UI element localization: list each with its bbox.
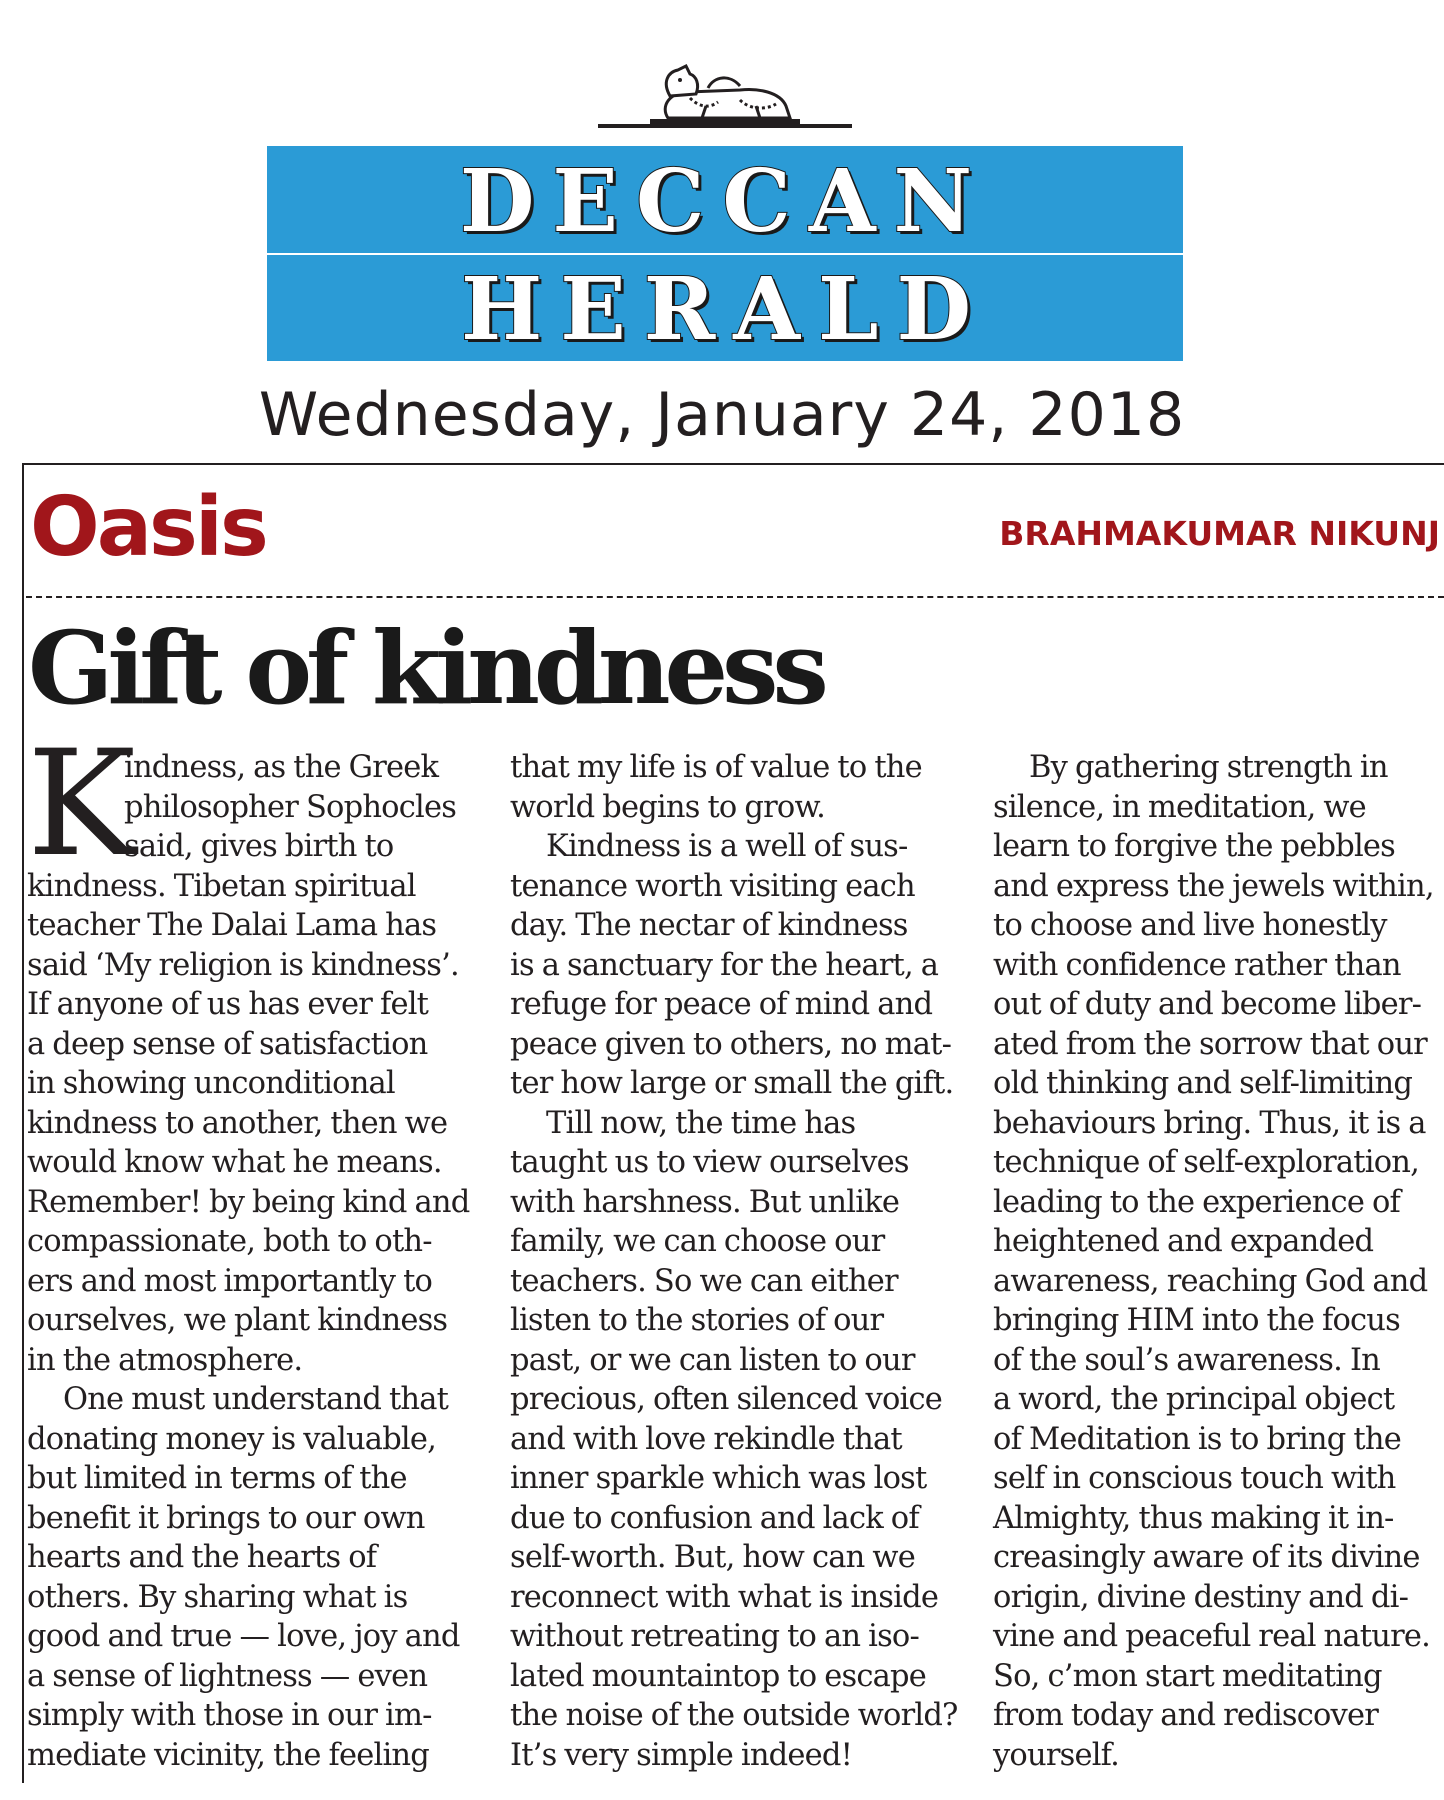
- text-line: self in conscious touch with: [993, 1461, 1396, 1496]
- text-line: self-worth. But, how can we: [510, 1540, 915, 1575]
- text-line: ourselves, we plant kindness: [27, 1303, 448, 1338]
- text-line: the noise of the outside world?: [510, 1698, 958, 1733]
- text-line: due to confusion and lack of: [510, 1500, 919, 1536]
- text-line: mediate vicinity, the feeling: [27, 1737, 429, 1773]
- text-line: teacher The Dalai Lama has: [27, 908, 437, 943]
- nandi-bull-emblem-icon: [590, 62, 860, 132]
- text-line: lated mountaintop to escape: [510, 1658, 926, 1694]
- text-line: of the soul’s awareness. In: [993, 1342, 1381, 1378]
- text-line: in the atmosphere.: [27, 1342, 303, 1378]
- top-rule: [22, 463, 1444, 465]
- text-line: yourself.: [993, 1737, 1119, 1773]
- column-name: Oasis: [30, 480, 266, 575]
- text-line: said, gives birth to: [124, 829, 394, 864]
- text-line: said ‘My religion is kindness’.: [27, 947, 459, 983]
- text-line: taught us to view ourselves: [510, 1145, 909, 1180]
- text-line: refuge for peace of mind and: [510, 987, 933, 1022]
- text-line: reconnect with what is inside: [510, 1579, 939, 1615]
- text-line: ated from the sorrow that our: [993, 1026, 1427, 1062]
- text-line: Kindness is a well of sus-: [546, 829, 908, 864]
- text-line: origin, divine destiny and di-: [993, 1579, 1409, 1615]
- text-line: and express the jewels within,: [993, 868, 1434, 904]
- text-line: kindness. Tibetan spiritual: [27, 868, 416, 904]
- text-line: from today and rediscover: [993, 1698, 1379, 1733]
- text-line: compassionate, both to oth-: [27, 1224, 432, 1259]
- text-line: kindness to another, then we: [27, 1105, 448, 1141]
- text-line: benefit it brings to our own: [27, 1500, 425, 1536]
- article-column-2: [510, 748, 980, 1775]
- text-line: hearts and the hearts of: [27, 1540, 377, 1575]
- text-line: One must understand that: [63, 1382, 449, 1417]
- article-column-3: [993, 748, 1443, 1775]
- text-line: It’s very simple indeed!: [510, 1737, 853, 1773]
- text-line: behaviours bring. Thus, it is a: [993, 1105, 1426, 1141]
- text-line: tenance worth visiting each: [510, 868, 915, 904]
- text-line: family, we can choose our: [510, 1224, 885, 1259]
- text-line: By gathering strength in: [1029, 750, 1388, 785]
- text-line: philosopher Sophocles: [124, 789, 457, 825]
- text-line: ers and most importantly to: [27, 1263, 433, 1299]
- article-headline: Gift of kindness: [28, 609, 823, 727]
- text-line: creasingly aware of its divine: [993, 1540, 1420, 1575]
- article-column-1: [27, 719, 497, 1775]
- text-line: old thinking and self-limiting: [993, 1066, 1413, 1101]
- text-line: and with love rekindle that: [510, 1421, 902, 1457]
- text-line: of Meditation is to bring the: [993, 1421, 1401, 1457]
- text-line: past, or we can listen to our: [510, 1342, 915, 1378]
- text-line: Almighty, thus making it in-: [993, 1500, 1394, 1536]
- masthead-brand-line-1: DECCAN: [459, 151, 991, 252]
- author-byline: BRAHMAKUMAR NIKUNJ: [999, 514, 1440, 553]
- text-line: vine and peaceful real nature.: [993, 1619, 1431, 1654]
- text-line: a word, the principal object: [993, 1382, 1395, 1417]
- text-line: out of duty and become liber-: [993, 987, 1422, 1022]
- text-line: bringing HIM into the focus: [993, 1303, 1400, 1338]
- text-line: in showing unconditional: [27, 1066, 395, 1101]
- text-line: others. By sharing what is: [27, 1579, 408, 1615]
- text-line: with confidence rather than: [993, 947, 1401, 983]
- text-line: learn to forgive the pebbles: [993, 829, 1396, 864]
- text-line: heightened and expanded: [993, 1224, 1374, 1259]
- text-line: ter how large or small the gift.: [510, 1066, 954, 1101]
- masthead-brand-line-2: HERALD: [460, 259, 990, 360]
- text-line: peace given to others, no mat-: [510, 1026, 952, 1062]
- drop-cap: K: [27, 719, 136, 889]
- text-line: day. The nectar of kindness: [510, 908, 908, 943]
- text-line: If anyone of us has ever felt: [27, 987, 429, 1022]
- text-line: is a sanctuary for the heart, a: [510, 947, 939, 983]
- text-line: but limited in terms of the: [27, 1461, 407, 1496]
- text-line: teachers. So we can either: [510, 1263, 898, 1299]
- text-line: So, c’mon start meditating: [993, 1658, 1382, 1694]
- text-line: would know what he means.: [27, 1145, 442, 1180]
- masthead-divider: [267, 253, 1183, 255]
- issue-date: Wednesday, January 24, 2018: [258, 380, 1186, 450]
- text-line: good and true — love, joy and: [27, 1619, 460, 1654]
- text-line: indness, as the Greek: [124, 750, 439, 785]
- text-line: a deep sense of satisfaction: [27, 1026, 428, 1062]
- text-line: that my life is of value to the: [510, 750, 922, 785]
- text-line: simply with those in our im-: [27, 1698, 432, 1733]
- text-line: precious, often silenced voice: [510, 1382, 943, 1417]
- text-line: Remember! by being kind and: [27, 1184, 470, 1220]
- dashed-divider: [26, 596, 1444, 598]
- masthead-logo: [267, 146, 1183, 361]
- text-line: a sense of lightness — even: [27, 1658, 428, 1694]
- text-line: without retreating to an iso-: [510, 1619, 920, 1654]
- text-line: inner sparkle which was lost: [510, 1461, 927, 1496]
- text-line: Till now, the time has: [546, 1105, 856, 1141]
- left-rule: [22, 463, 24, 1783]
- text-line: world begins to grow.: [510, 789, 826, 825]
- text-line: silence, in meditation, we: [993, 789, 1366, 825]
- text-line: listen to the stories of our: [510, 1303, 884, 1338]
- text-line: awareness, reaching God and: [993, 1263, 1428, 1299]
- text-line: to choose and live honestly: [993, 908, 1387, 943]
- text-line: donating money is valuable,: [27, 1421, 437, 1457]
- text-line: with harshness. But unlike: [510, 1184, 900, 1220]
- text-line: leading to the experience of: [993, 1184, 1401, 1220]
- text-line: technique of self-exploration,: [993, 1145, 1420, 1180]
